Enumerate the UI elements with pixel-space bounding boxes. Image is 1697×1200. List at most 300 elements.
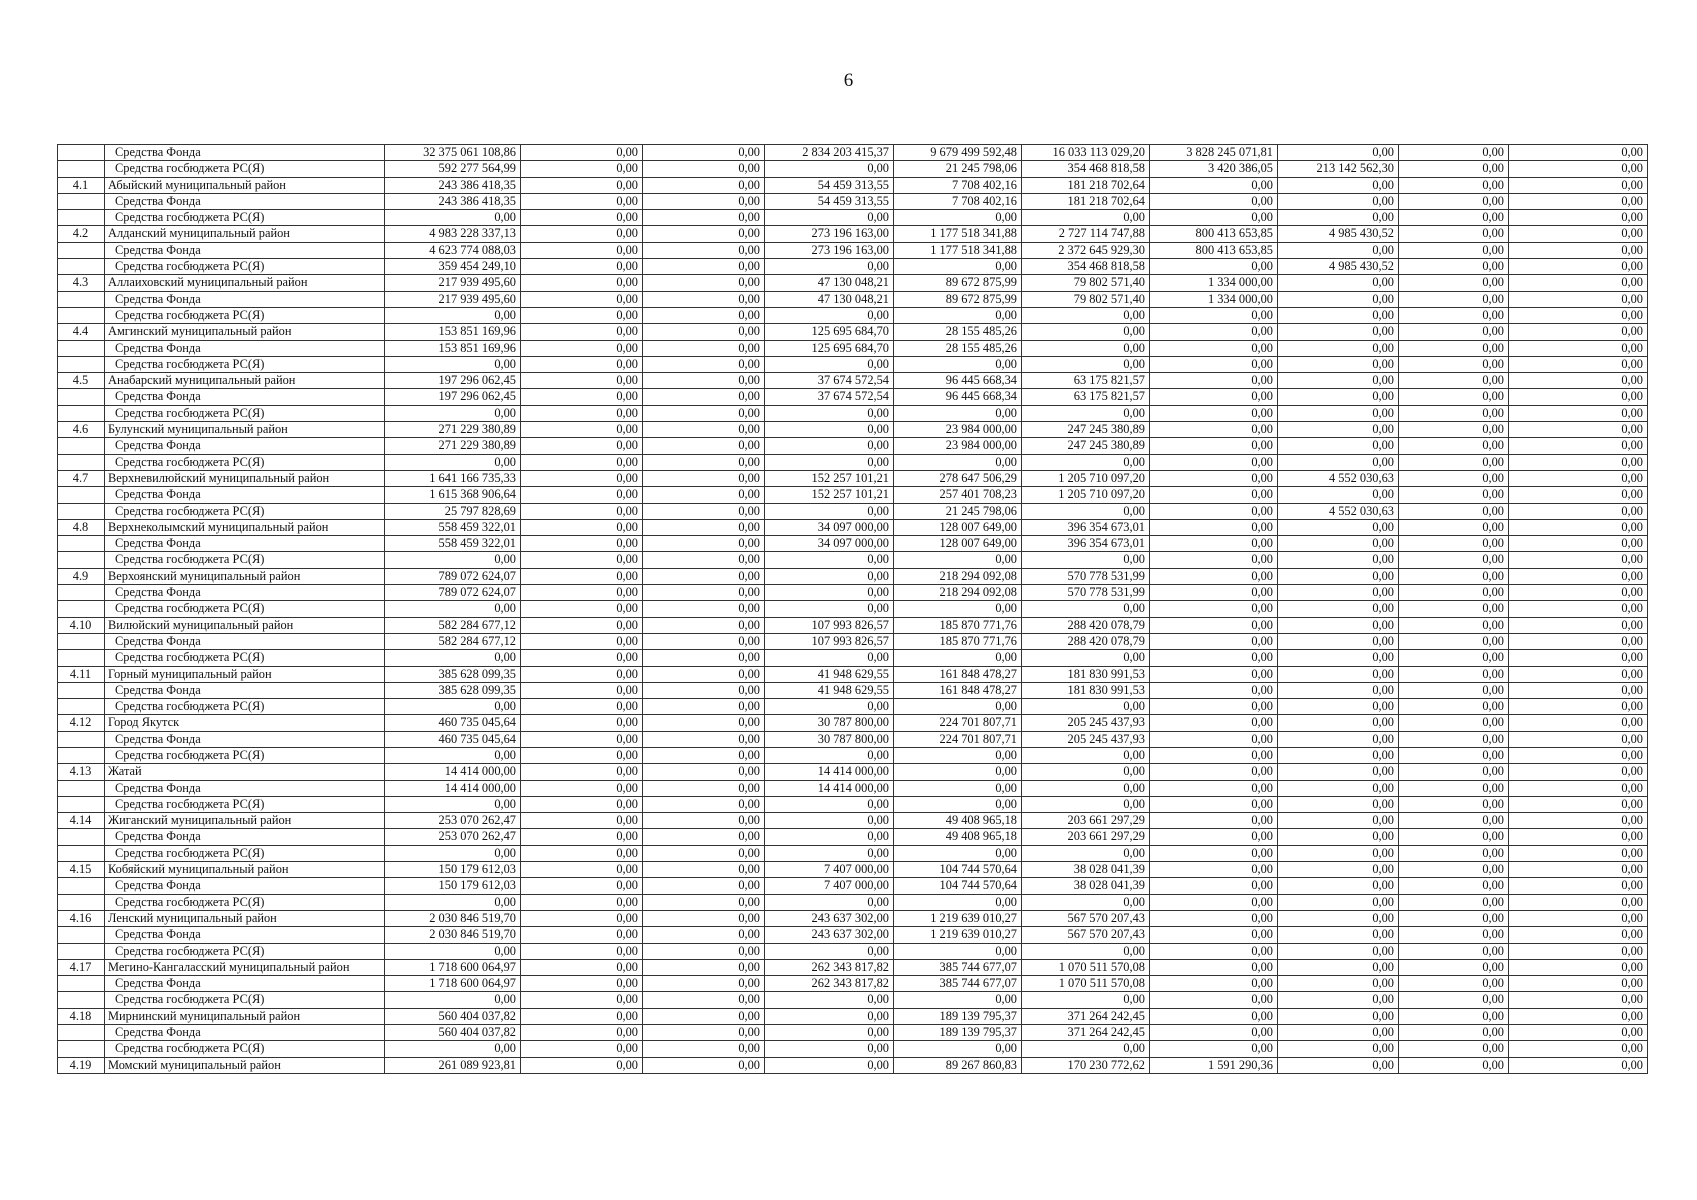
amount-cell: 0,00 (1509, 747, 1648, 763)
amount-cell: 0,00 (1278, 959, 1399, 975)
amount-cell: 0,00 (1399, 976, 1509, 992)
amount-cell: 0,00 (1150, 193, 1278, 209)
amount-cell: 0,00 (643, 356, 765, 372)
amount-cell: 0,00 (521, 878, 643, 894)
table-row-funding-source (58, 585, 1648, 601)
amount-cell: 125 695 684,70 (765, 324, 894, 340)
amount-cell: 0,00 (1150, 340, 1278, 356)
amount-cell: 0,00 (521, 356, 643, 372)
funding-source-cell: Средства госбюджета РС(Я) (105, 210, 385, 226)
table-row-district (58, 275, 1648, 291)
amount-cell: 0,00 (1150, 780, 1278, 796)
table-row-funding-source (58, 389, 1648, 405)
amount-cell: 0,00 (1399, 1041, 1509, 1057)
amount-cell: 0,00 (521, 226, 643, 242)
amount-cell: 0,00 (765, 405, 894, 421)
amount-cell: 0,00 (1278, 1008, 1399, 1024)
amount-cell: 0,00 (385, 845, 521, 861)
amount-cell: 4 552 030,63 (1278, 503, 1399, 519)
amount-cell: 273 196 163,00 (765, 242, 894, 258)
table-row-district (58, 617, 1648, 633)
table-row-district (58, 470, 1648, 486)
amount-cell: 2 372 645 929,30 (1022, 242, 1150, 258)
amount-cell: 0,00 (894, 307, 1022, 323)
table-row-funding-source (58, 747, 1648, 763)
amount-cell: 0,00 (521, 910, 643, 926)
amount-cell: 0,00 (1509, 552, 1648, 568)
amount-cell: 0,00 (643, 259, 765, 275)
amount-cell: 189 139 795,37 (894, 1025, 1022, 1041)
amount-cell: 567 570 207,43 (1022, 927, 1150, 943)
amount-cell: 0,00 (1399, 193, 1509, 209)
amount-cell: 0,00 (1150, 259, 1278, 275)
amount-cell: 0,00 (765, 307, 894, 323)
amount-cell: 0,00 (1278, 682, 1399, 698)
amount-cell: 104 744 570,64 (894, 862, 1022, 878)
amount-cell: 0,00 (643, 796, 765, 812)
amount-cell: 0,00 (1509, 862, 1648, 878)
amount-cell: 0,00 (1278, 324, 1399, 340)
amount-cell: 0,00 (643, 519, 765, 535)
district-name-cell: Вилюйский муниципальный район (105, 617, 385, 633)
amount-cell: 0,00 (1509, 910, 1648, 926)
table-row-district (58, 764, 1648, 780)
row-index-cell: 4.15 (58, 862, 105, 878)
amount-cell: 0,00 (1150, 845, 1278, 861)
table-row-funding-source (58, 193, 1648, 209)
amount-cell: 0,00 (521, 454, 643, 470)
amount-cell: 0,00 (1278, 552, 1399, 568)
budget-table-body (58, 145, 1648, 1074)
amount-cell: 0,00 (1509, 259, 1648, 275)
amount-cell: 257 401 708,23 (894, 487, 1022, 503)
amount-cell: 0,00 (643, 503, 765, 519)
amount-cell: 1 177 518 341,88 (894, 226, 1022, 242)
funding-source-cell: Средства госбюджета РС(Я) (105, 943, 385, 959)
amount-cell: 189 139 795,37 (894, 1008, 1022, 1024)
row-index-cell (58, 650, 105, 666)
amount-cell: 0,00 (1399, 161, 1509, 177)
amount-cell: 0,00 (1278, 992, 1399, 1008)
amount-cell: 0,00 (1022, 764, 1150, 780)
amount-cell: 21 245 798,06 (894, 503, 1022, 519)
amount-cell: 7 708 402,16 (894, 177, 1022, 193)
funding-source-cell: Средства Фонда (105, 1025, 385, 1041)
amount-cell: 789 072 624,07 (385, 585, 521, 601)
table-row-funding-source (58, 259, 1648, 275)
table-row-district (58, 373, 1648, 389)
amount-cell: 592 277 564,99 (385, 161, 521, 177)
amount-cell: 0,00 (1022, 324, 1150, 340)
amount-cell: 25 797 828,69 (385, 503, 521, 519)
table-row-funding-source (58, 894, 1648, 910)
amount-cell: 0,00 (1399, 862, 1509, 878)
amount-cell: 0,00 (765, 503, 894, 519)
amount-cell: 582 284 677,12 (385, 633, 521, 649)
row-index-cell (58, 829, 105, 845)
amount-cell: 0,00 (1509, 650, 1648, 666)
amount-cell: 0,00 (1509, 1057, 1648, 1073)
amount-cell: 0,00 (521, 307, 643, 323)
district-name-cell: Алданский муниципальный район (105, 226, 385, 242)
funding-source-cell: Средства госбюджета РС(Я) (105, 747, 385, 763)
district-name-cell: Мегино-Кангаласский муниципальный район (105, 959, 385, 975)
row-index-cell (58, 405, 105, 421)
funding-source-cell: Средства Фонда (105, 927, 385, 943)
amount-cell: 0,00 (521, 340, 643, 356)
amount-cell: 0,00 (1399, 373, 1509, 389)
amount-cell: 0,00 (1278, 1041, 1399, 1057)
amount-cell: 0,00 (1150, 943, 1278, 959)
table-row-district (58, 862, 1648, 878)
amount-cell: 0,00 (1150, 764, 1278, 780)
amount-cell: 1 718 600 064,97 (385, 959, 521, 975)
funding-source-cell: Средства госбюджета РС(Я) (105, 601, 385, 617)
row-index-cell: 4.8 (58, 519, 105, 535)
funding-source-cell: Средства Фонда (105, 291, 385, 307)
amount-cell: 0,00 (1399, 536, 1509, 552)
amount-cell: 4 985 430,52 (1278, 226, 1399, 242)
amount-cell: 0,00 (385, 454, 521, 470)
amount-cell: 0,00 (521, 1025, 643, 1041)
amount-cell: 181 218 702,64 (1022, 177, 1150, 193)
amount-cell: 0,00 (643, 324, 765, 340)
amount-cell: 371 264 242,45 (1022, 1025, 1150, 1041)
amount-cell: 0,00 (643, 910, 765, 926)
amount-cell: 4 983 228 337,13 (385, 226, 521, 242)
funding-source-cell: Средства Фонда (105, 682, 385, 698)
district-name-cell: Жиганский муниципальный район (105, 813, 385, 829)
amount-cell: 150 179 612,03 (385, 878, 521, 894)
amount-cell: 0,00 (1399, 405, 1509, 421)
amount-cell: 0,00 (1022, 780, 1150, 796)
amount-cell: 0,00 (1278, 454, 1399, 470)
amount-cell: 32 375 061 108,86 (385, 145, 521, 161)
amount-cell: 0,00 (1150, 1025, 1278, 1041)
amount-cell: 243 637 302,00 (765, 910, 894, 926)
amount-cell: 0,00 (1509, 519, 1648, 535)
amount-cell: 28 155 485,26 (894, 324, 1022, 340)
amount-cell: 0,00 (1509, 666, 1648, 682)
amount-cell: 0,00 (643, 585, 765, 601)
amount-cell: 217 939 495,60 (385, 291, 521, 307)
amount-cell: 0,00 (1278, 242, 1399, 258)
amount-cell: 0,00 (1278, 585, 1399, 601)
row-index-cell (58, 487, 105, 503)
row-index-cell (58, 259, 105, 275)
amount-cell: 0,00 (1150, 731, 1278, 747)
amount-cell: 0,00 (521, 943, 643, 959)
district-name-cell: Ленский муниципальный район (105, 910, 385, 926)
amount-cell: 0,00 (521, 894, 643, 910)
table-row-funding-source (58, 633, 1648, 649)
amount-cell: 0,00 (521, 862, 643, 878)
amount-cell: 0,00 (1509, 633, 1648, 649)
row-index-cell (58, 145, 105, 161)
amount-cell: 4 985 430,52 (1278, 259, 1399, 275)
amount-cell: 0,00 (765, 259, 894, 275)
row-index-cell (58, 438, 105, 454)
amount-cell: 0,00 (1399, 145, 1509, 161)
amount-cell: 0,00 (643, 438, 765, 454)
amount-cell: 0,00 (643, 536, 765, 552)
amount-cell: 125 695 684,70 (765, 340, 894, 356)
amount-cell: 0,00 (894, 747, 1022, 763)
amount-cell: 0,00 (1150, 796, 1278, 812)
table-row-funding-source (58, 291, 1648, 307)
amount-cell: 0,00 (521, 552, 643, 568)
amount-cell: 0,00 (1399, 601, 1509, 617)
amount-cell: 0,00 (1278, 601, 1399, 617)
row-index-cell (58, 307, 105, 323)
amount-cell: 0,00 (521, 927, 643, 943)
funding-source-cell: Средства госбюджета РС(Я) (105, 1041, 385, 1057)
district-name-cell: Горный муниципальный район (105, 666, 385, 682)
amount-cell: 0,00 (1399, 568, 1509, 584)
amount-cell: 7 407 000,00 (765, 862, 894, 878)
amount-cell: 0,00 (1278, 1057, 1399, 1073)
row-index-cell (58, 878, 105, 894)
amount-cell: 0,00 (643, 145, 765, 161)
row-index-cell (58, 356, 105, 372)
amount-cell: 0,00 (1022, 943, 1150, 959)
amount-cell: 0,00 (1509, 780, 1648, 796)
table-row-district (58, 422, 1648, 438)
amount-cell: 0,00 (1509, 161, 1648, 177)
amount-cell: 0,00 (521, 438, 643, 454)
amount-cell: 460 735 045,64 (385, 715, 521, 731)
row-index-cell (58, 193, 105, 209)
funding-source-cell: Средства Фонда (105, 193, 385, 209)
amount-cell: 0,00 (1150, 617, 1278, 633)
row-index-cell (58, 291, 105, 307)
amount-cell: 0,00 (521, 470, 643, 486)
amount-cell: 0,00 (1399, 324, 1509, 340)
amount-cell: 0,00 (643, 633, 765, 649)
amount-cell: 1 591 290,36 (1150, 1057, 1278, 1073)
table-row-funding-source (58, 145, 1648, 161)
district-name-cell: Кобяйский муниципальный район (105, 862, 385, 878)
row-index-cell: 4.4 (58, 324, 105, 340)
amount-cell: 0,00 (1509, 356, 1648, 372)
row-index-cell (58, 845, 105, 861)
table-row-funding-source (58, 356, 1648, 372)
amount-cell: 0,00 (521, 193, 643, 209)
amount-cell: 161 848 478,27 (894, 682, 1022, 698)
amount-cell: 800 413 653,85 (1150, 226, 1278, 242)
amount-cell: 0,00 (1399, 633, 1509, 649)
amount-cell: 0,00 (643, 764, 765, 780)
amount-cell: 0,00 (765, 894, 894, 910)
amount-cell: 0,00 (1509, 324, 1648, 340)
amount-cell: 0,00 (1399, 666, 1509, 682)
amount-cell: 37 674 572,54 (765, 389, 894, 405)
amount-cell: 0,00 (765, 601, 894, 617)
amount-cell: 0,00 (1278, 487, 1399, 503)
table-row-funding-source (58, 601, 1648, 617)
amount-cell: 0,00 (1022, 405, 1150, 421)
amount-cell: 0,00 (521, 487, 643, 503)
amount-cell: 0,00 (1150, 650, 1278, 666)
amount-cell: 0,00 (894, 943, 1022, 959)
amount-cell: 0,00 (521, 519, 643, 535)
table-row-district (58, 226, 1648, 242)
amount-cell: 23 984 000,00 (894, 438, 1022, 454)
amount-cell: 0,00 (1399, 699, 1509, 715)
amount-cell: 0,00 (521, 242, 643, 258)
amount-cell: 0,00 (894, 601, 1022, 617)
amount-cell: 0,00 (385, 943, 521, 959)
row-index-cell (58, 943, 105, 959)
amount-cell: 0,00 (765, 585, 894, 601)
district-name-cell: Амгинский муниципальный район (105, 324, 385, 340)
amount-cell: 0,00 (1278, 145, 1399, 161)
amount-cell: 0,00 (1278, 894, 1399, 910)
amount-cell: 0,00 (521, 731, 643, 747)
amount-cell: 104 744 570,64 (894, 878, 1022, 894)
district-name-cell: Абыйский муниципальный район (105, 177, 385, 193)
amount-cell: 0,00 (385, 307, 521, 323)
table-row-funding-source (58, 1041, 1648, 1057)
amount-cell: 0,00 (1022, 503, 1150, 519)
amount-cell: 0,00 (1150, 910, 1278, 926)
amount-cell: 0,00 (1150, 389, 1278, 405)
amount-cell: 1 718 600 064,97 (385, 976, 521, 992)
amount-cell: 0,00 (1278, 405, 1399, 421)
amount-cell: 0,00 (643, 275, 765, 291)
amount-cell: 0,00 (1022, 1041, 1150, 1057)
amount-cell: 2 030 846 519,70 (385, 910, 521, 926)
amount-cell: 0,00 (1150, 356, 1278, 372)
row-index-cell (58, 340, 105, 356)
amount-cell: 150 179 612,03 (385, 862, 521, 878)
amount-cell: 0,00 (1150, 878, 1278, 894)
amount-cell: 0,00 (1278, 878, 1399, 894)
amount-cell: 354 468 818,58 (1022, 259, 1150, 275)
row-index-cell (58, 585, 105, 601)
amount-cell: 0,00 (1150, 992, 1278, 1008)
amount-cell: 0,00 (521, 422, 643, 438)
table-row-district (58, 1008, 1648, 1024)
amount-cell: 0,00 (1278, 568, 1399, 584)
table-row-funding-source (58, 927, 1648, 943)
amount-cell: 0,00 (1150, 666, 1278, 682)
amount-cell: 0,00 (643, 878, 765, 894)
row-index-cell (58, 894, 105, 910)
amount-cell: 0,00 (643, 1025, 765, 1041)
row-index-cell: 4.19 (58, 1057, 105, 1073)
amount-cell: 0,00 (1278, 731, 1399, 747)
amount-cell: 0,00 (1150, 405, 1278, 421)
amount-cell: 23 984 000,00 (894, 422, 1022, 438)
amount-cell: 0,00 (1399, 438, 1509, 454)
amount-cell: 28 155 485,26 (894, 340, 1022, 356)
amount-cell: 47 130 048,21 (765, 275, 894, 291)
amount-cell: 0,00 (765, 210, 894, 226)
amount-cell: 14 414 000,00 (385, 764, 521, 780)
amount-cell: 96 445 668,34 (894, 373, 1022, 389)
amount-cell: 203 661 297,29 (1022, 829, 1150, 845)
table-row-funding-source (58, 1025, 1648, 1041)
table-row-district (58, 910, 1648, 926)
amount-cell: 16 033 113 029,20 (1022, 145, 1150, 161)
funding-source-cell: Средства Фонда (105, 536, 385, 552)
amount-cell: 0,00 (643, 650, 765, 666)
amount-cell: 0,00 (1399, 552, 1509, 568)
amount-cell: 1 334 000,00 (1150, 275, 1278, 291)
amount-cell: 0,00 (643, 943, 765, 959)
amount-cell: 354 468 818,58 (1022, 161, 1150, 177)
amount-cell: 0,00 (521, 259, 643, 275)
amount-cell: 243 386 418,35 (385, 193, 521, 209)
amount-cell: 0,00 (1150, 699, 1278, 715)
district-name-cell: Анабарский муниципальный район (105, 373, 385, 389)
funding-source-cell: Средства Фонда (105, 829, 385, 845)
amount-cell: 0,00 (1509, 682, 1648, 698)
amount-cell: 0,00 (521, 373, 643, 389)
amount-cell: 0,00 (1509, 487, 1648, 503)
amount-cell: 0,00 (1150, 210, 1278, 226)
funding-source-cell: Средства госбюджета РС(Я) (105, 405, 385, 421)
amount-cell: 0,00 (521, 666, 643, 682)
row-index-cell (58, 389, 105, 405)
amount-cell: 0,00 (765, 356, 894, 372)
amount-cell: 0,00 (1022, 699, 1150, 715)
amount-cell: 0,00 (1399, 845, 1509, 861)
amount-cell: 0,00 (643, 747, 765, 763)
amount-cell: 0,00 (1278, 910, 1399, 926)
amount-cell: 0,00 (894, 845, 1022, 861)
amount-cell: 570 778 531,99 (1022, 585, 1150, 601)
district-name-cell: Булунский муниципальный район (105, 422, 385, 438)
amount-cell: 41 948 629,55 (765, 682, 894, 698)
amount-cell: 288 420 078,79 (1022, 617, 1150, 633)
amount-cell: 0,00 (521, 715, 643, 731)
amount-cell: 0,00 (1509, 829, 1648, 845)
amount-cell: 0,00 (1399, 796, 1509, 812)
amount-cell: 0,00 (1399, 291, 1509, 307)
amount-cell: 0,00 (1399, 242, 1509, 258)
funding-source-cell: Средства Фонда (105, 633, 385, 649)
amount-cell: 0,00 (894, 992, 1022, 1008)
amount-cell: 0,00 (1399, 731, 1509, 747)
amount-cell: 0,00 (1278, 617, 1399, 633)
amount-cell: 0,00 (521, 145, 643, 161)
row-index-cell: 4.9 (58, 568, 105, 584)
amount-cell: 197 296 062,45 (385, 373, 521, 389)
amount-cell: 0,00 (521, 1008, 643, 1024)
amount-cell: 0,00 (1278, 666, 1399, 682)
amount-cell: 0,00 (1022, 307, 1150, 323)
amount-cell: 224 701 807,71 (894, 715, 1022, 731)
amount-cell: 37 674 572,54 (765, 373, 894, 389)
amount-cell: 0,00 (765, 1008, 894, 1024)
amount-cell: 0,00 (1509, 438, 1648, 454)
row-index-cell: 4.17 (58, 959, 105, 975)
amount-cell: 0,00 (1399, 780, 1509, 796)
amount-cell: 0,00 (643, 845, 765, 861)
amount-cell: 0,00 (521, 536, 643, 552)
amount-cell: 0,00 (1278, 699, 1399, 715)
amount-cell: 262 343 817,82 (765, 959, 894, 975)
amount-cell: 0,00 (1509, 373, 1648, 389)
amount-cell: 0,00 (521, 976, 643, 992)
amount-cell: 0,00 (1278, 356, 1399, 372)
amount-cell: 0,00 (1150, 536, 1278, 552)
amount-cell: 0,00 (1150, 454, 1278, 470)
amount-cell: 0,00 (1278, 845, 1399, 861)
row-index-cell (58, 1025, 105, 1041)
